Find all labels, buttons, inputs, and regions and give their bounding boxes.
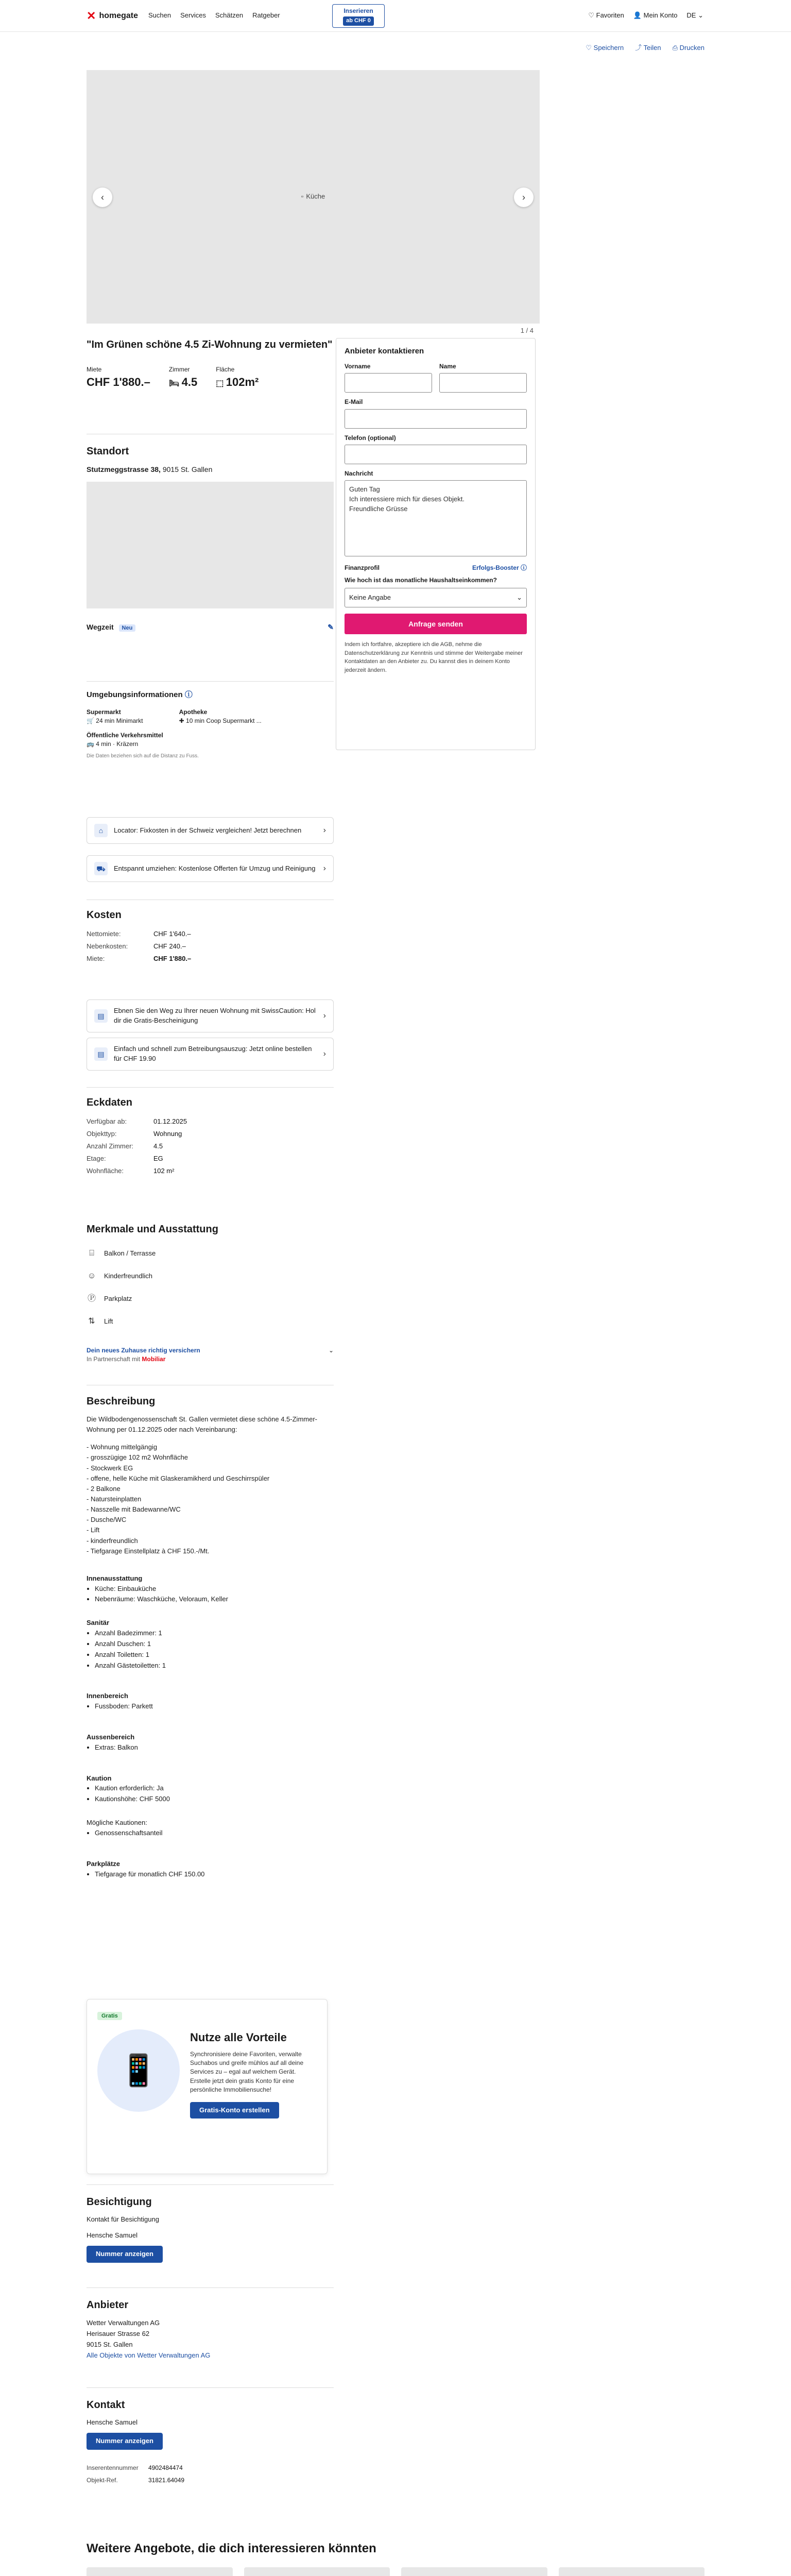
sanitary-item: • Anzahl Toiletten: 1: [95, 1650, 334, 1660]
sanitary-item: • Anzahl Badezimmer: 1: [95, 1628, 334, 1639]
save-button[interactable]: [586, 43, 624, 53]
debt-extract-card[interactable]: [87, 1038, 334, 1071]
save-label: Speichern: [593, 44, 624, 52]
promo-title: Nutze alle Vorteile: [190, 2030, 287, 2044]
viewing-contact-label: Kontakt für Besichtigung: [87, 2215, 159, 2223]
heart-icon: ♡: [588, 11, 596, 19]
insurance-link-label: Dein neues Zuhause richtig versichern: [87, 1347, 200, 1354]
locator-card[interactable]: [87, 817, 334, 844]
area-label: Fläche: [216, 366, 235, 373]
cost-row-total: [87, 953, 334, 965]
print-label: Drucken: [679, 44, 704, 52]
price-value: CHF 1'880.–: [87, 376, 150, 389]
share-label: Teilen: [643, 44, 661, 52]
bed-icon: 🛏: [168, 379, 182, 388]
chevron-right-icon: ›: [323, 1011, 326, 1021]
image-gallery[interactable]: [87, 70, 540, 335]
interior-item: • Nebenräume: Waschküche, Veloraum, Keller: [95, 1594, 334, 1605]
description-heading: Beschreibung: [87, 1396, 156, 1407]
advertiser-id-label: Inserentennummer: [87, 2464, 139, 2471]
key-data-label: Objekttyp:: [87, 1129, 117, 1138]
locator-icon: ⌂: [94, 824, 108, 837]
create-account-button[interactable]: Gratis-Konto erstellen: [190, 2102, 279, 2119]
share-icon: ⤴: [635, 44, 644, 52]
income-question: Wie hoch ist das monatliche Haushaltseinkommen?: [345, 576, 497, 584]
swisscaution-card-text: Ebnen Sie den Weg zu Ihrer neuen Wohnung mit SwissCaution: Hol dir die Gratis-Bescheinigung: [114, 1007, 316, 1024]
listing-actions-bar: [87, 41, 704, 59]
send-inquiry-button[interactable]: Anfrage senden: [345, 614, 527, 634]
partner-text: In Partnerschaft mit: [87, 1355, 141, 1363]
chevron-down-icon: ⌄: [328, 1347, 334, 1354]
cost-value: CHF 1'880.–: [153, 954, 192, 962]
print-button[interactable]: [673, 43, 704, 53]
key-data-value: 01.12.2025: [153, 1117, 187, 1125]
key-data-section: [87, 1095, 334, 1177]
phone-label: Telefon (optional): [345, 434, 396, 442]
logo-text: homegate: [99, 11, 139, 20]
possible-deposit-item: • Genossenschaftsanteil: [95, 1828, 334, 1839]
provider-all-listings-link[interactable]: Alle Objekte von Wetter Verwaltungen AG: [87, 2351, 211, 2360]
new-badge: Neu: [119, 624, 136, 632]
sanitary-item: • Anzahl Gästetoiletten: 1: [95, 1660, 334, 1671]
account-link[interactable]: [633, 11, 678, 21]
phone-input[interactable]: [345, 445, 527, 464]
cost-value: CHF 240.–: [153, 942, 186, 950]
contact-name: Hensche Samuel: [87, 2418, 137, 2426]
parking-item: • Tiefgarage für monatlich CHF 150.00: [95, 1869, 334, 1880]
success-booster-label: Erfolgs-Booster: [472, 564, 519, 572]
key-data-row: [87, 1153, 334, 1165]
surroundings-heading: Umgebungsinformationen: [87, 690, 183, 699]
description-intro: Die Wildbodengenossenschaft St. Gallen vermietet diese schöne 4.5-Zimmer-Wohnung per 01.12.2025 oder nach Vereinbarung:: [87, 1415, 317, 1434]
route-time-row[interactable]: [87, 622, 135, 633]
pharmacy-label: Apotheke: [179, 708, 208, 716]
info-icon: ⓘ: [184, 690, 193, 699]
offer-card-skeleton[interactable]: [244, 2567, 390, 2576]
nav-schaetzen[interactable]: Schätzen: [215, 11, 244, 19]
surroundings-section: [87, 689, 334, 760]
lastname-label: Name: [439, 362, 456, 370]
cost-label: Nebenkosten:: [87, 942, 128, 950]
features-section: [87, 1222, 334, 1364]
interior-heading: Innenausstattung: [87, 1574, 143, 1582]
show-number-button[interactable]: Nummer anzeigen: [87, 2246, 163, 2263]
location-section: [87, 444, 334, 633]
transit-value: 4 min · Kräzern: [96, 740, 139, 748]
offer-card-skeleton[interactable]: [559, 2567, 705, 2576]
homegate-logo[interactable]: [87, 10, 138, 22]
object-ref-label: Objekt-Ref.: [87, 2476, 118, 2484]
inserieren-button[interactable]: [332, 4, 385, 28]
possible-deposits-heading: Mögliche Kautionen:: [87, 1819, 147, 1827]
outdoor-heading: Aussenbereich: [87, 1733, 135, 1741]
feature-item: [87, 1287, 334, 1310]
listing-summary: [87, 338, 334, 391]
cost-row-net: [87, 928, 334, 940]
truck-icon: ⛟: [94, 862, 108, 875]
lift-icon: ⇅: [88, 1317, 95, 1326]
provider-street: Herisauer Strasse 62: [87, 2329, 150, 2337]
gallery-image-alt: Küche: [306, 192, 325, 200]
form-legal-text: Indem ich fortfahre, akzeptiere ich die AGB, nehme die Datenschutzerklärung zur Kenntnis und stimme der Weitergabe meiner Kontaktdaten an den Anbieter zu. Du kannst dies in deinem Konto jederzeit ändern.: [345, 641, 523, 673]
key-data-label: Verfügbar ab:: [87, 1117, 127, 1125]
main-nav: [148, 11, 280, 21]
feature-label: Lift: [104, 1317, 113, 1325]
provider-heading: Anbieter: [87, 2299, 129, 2311]
feature-label: Kinderfreundlich: [104, 1272, 152, 1280]
inserieren-pill: ab CHF 0: [343, 16, 374, 26]
features-heading: Merkmale und Ausstattung: [87, 1224, 218, 1235]
contact-section: [87, 2398, 334, 2487]
logo-x-icon: ✕: [87, 9, 96, 22]
viewing-section: [87, 2195, 334, 2263]
viewing-heading: Besichtigung: [87, 2196, 152, 2208]
balcony-icon: ⌸: [89, 1249, 94, 1258]
listing-title: "Im Grünen schöne 4.5 Zi-Wohnung zu vermieten": [87, 339, 333, 350]
key-data-heading: Eckdaten: [87, 1097, 132, 1108]
supermarket-value: 24 min Minimarkt: [96, 717, 143, 725]
cost-row-extra: [87, 940, 334, 953]
key-data-row: [87, 1128, 334, 1140]
provider-city: 9015 St. Gallen: [87, 2340, 133, 2348]
language-label: DE: [686, 11, 696, 19]
key-data-value: 4.5: [153, 1142, 163, 1150]
deposit-item: • Kautionshöhe: CHF 5000: [95, 1794, 334, 1805]
parking-heading: Parkplätze: [87, 1859, 121, 1868]
costs-heading: Kosten: [87, 909, 122, 921]
transit-label: Öffentliche Verkehrsmittel: [87, 731, 163, 739]
free-badge: Gratis: [97, 2012, 122, 2020]
key-data-row: [87, 1140, 334, 1153]
show-number-button[interactable]: Nummer anzeigen: [87, 2433, 163, 2450]
language-select[interactable]: DE ⌄: [686, 11, 703, 19]
outdoor-item: • Extras: Balkon: [95, 1742, 334, 1753]
cost-label: Miete:: [87, 954, 105, 962]
more-offers-section: [87, 2540, 704, 2576]
object-ref-value: 31821.64049: [148, 2476, 185, 2484]
feature-item: [87, 1242, 334, 1265]
offer-card-skeleton[interactable]: [401, 2567, 547, 2576]
message-label: Nachricht: [345, 469, 373, 477]
route-time-label: Wegzeit: [87, 623, 114, 632]
offer-card-skeleton[interactable]: [87, 2567, 233, 2576]
finance-profile-heading: Finanzprofil: [345, 564, 380, 572]
divider: [87, 2387, 334, 2388]
key-data-label: Wohnfläche:: [87, 1166, 124, 1175]
divider: [87, 2287, 334, 2288]
indoor-heading: Innenbereich: [87, 1692, 128, 1700]
cost-value: CHF 1'640.–: [153, 929, 191, 938]
walking-distance-note: Die Daten beziehen sich auf die Distanz zu Fuss.: [87, 753, 199, 759]
moving-card[interactable]: [87, 855, 334, 882]
key-data-row: [87, 1115, 334, 1128]
chevron-left-icon: ‹: [101, 192, 104, 202]
chevron-down-icon: ⌄: [517, 593, 522, 601]
firstname-label: Vorname: [345, 362, 371, 370]
chevron-right-icon: ›: [323, 1049, 326, 1059]
sanitary-item: • Anzahl Duschen: 1: [95, 1639, 334, 1650]
nav-suchen[interactable]: Suchen: [148, 11, 171, 19]
divider: [87, 2184, 334, 2185]
costs-section: [87, 908, 334, 965]
map-placeholder[interactable]: [87, 482, 334, 608]
lastname-input[interactable]: [439, 373, 527, 393]
key-data-label: Anzahl Zimmer:: [87, 1142, 134, 1150]
child-icon: ☺: [87, 1272, 96, 1281]
chevron-right-icon: ›: [323, 864, 326, 873]
document-icon: ▤: [94, 1009, 108, 1023]
income-select-value: Keine Angabe: [349, 593, 391, 601]
supermarket-label: Supermarkt: [87, 708, 121, 716]
feature-label: Balkon / Terrasse: [104, 1249, 156, 1257]
edit-pencil-icon[interactable]: ✎: [328, 623, 334, 632]
inserieren-label: Inserieren: [343, 7, 373, 14]
moving-card-text: Entspannt umziehen: Kostenlose Offerten für Umzug und Reinigung: [114, 864, 316, 872]
site-header: [0, 0, 791, 32]
description-section: [87, 1394, 334, 1879]
heart-icon: ♡: [586, 44, 594, 52]
gallery-next-button[interactable]: [514, 188, 534, 207]
cost-label: Nettomiete:: [87, 929, 121, 938]
print-icon: ⎙: [672, 44, 680, 52]
chevron-right-icon: ›: [522, 192, 525, 202]
interior-item: • Küche: Einbauküche: [95, 1584, 334, 1595]
key-data-row: [87, 1165, 334, 1177]
address-city: 9015 St. Gallen: [160, 465, 213, 473]
basket-icon: 🛒: [87, 717, 96, 725]
contact-heading: Kontakt: [87, 2399, 125, 2411]
chevron-right-icon: ›: [323, 826, 326, 835]
deposit-item: • Kaution erforderlich: Ja: [95, 1783, 334, 1794]
document-icon: ▤: [94, 1047, 108, 1061]
feature-item: [87, 1310, 334, 1333]
pharmacy-icon: ✚: [179, 717, 186, 725]
feature-label: Parkplatz: [104, 1294, 132, 1302]
indoor-item: • Fussboden: Parkett: [95, 1701, 334, 1712]
promo-text: Synchronisiere deine Favoriten, verwalte Suchabos und greife mühlos auf all deine Services zu – egal auf welchem Gerät. Erstelle jetzt dein gratis Konto für eine persönliche Immobiliensuche!: [190, 2050, 304, 2094]
viewing-contact-name: Hensche Samuel: [87, 2231, 137, 2239]
provider-section: [87, 2298, 334, 2361]
divider: [87, 1087, 334, 1088]
phone-illustration-icon: 📱: [97, 2029, 180, 2112]
key-data-value: 102 m²: [153, 1166, 175, 1175]
area-value: 102m²: [226, 376, 259, 389]
firstname-input[interactable]: [345, 373, 432, 393]
address-street: Stutzmeggstrasse 38,: [87, 465, 161, 473]
user-icon: 👤: [633, 11, 644, 19]
gallery-image-placeholder: [301, 192, 325, 202]
income-select[interactable]: [345, 588, 527, 607]
deposit-heading: Kaution: [87, 1774, 112, 1782]
key-data-value: Wohnung: [153, 1129, 182, 1138]
info-icon: ⓘ: [520, 564, 527, 572]
broken-image-icon: ▫: [301, 192, 304, 200]
key-data-value: EG: [153, 1154, 163, 1162]
location-heading: Standort: [87, 446, 129, 457]
success-booster-link[interactable]: [472, 564, 527, 572]
divider: [87, 681, 334, 682]
gallery-prev-button[interactable]: [93, 188, 112, 207]
more-offers-heading: Weitere Angebote, die dich interessieren könnten: [87, 2541, 376, 2555]
contact-form: [336, 338, 536, 750]
insurance-link[interactable]: [87, 1346, 334, 1364]
object-ref-row: [87, 2475, 334, 2487]
pharmacy-value: 10 min Coop Supermarkt ...: [186, 717, 262, 725]
advertiser-id-value: 4902484474: [148, 2464, 183, 2471]
description-list: - Wohnung mittelgängig - grosszügige 102 m2 Wohnfläche - Stockwerk EG - offene, helle Küche mit Glaskeramikherd und Geschirrspüler - 2 Balkone - Natursteinplatten - Nasszelle mit Badewanne/WC - Dusche/WC - Lift - kinderfreundlich - Tiefgarage Einstellplatz à CHF 150.-/Mt.: [87, 1443, 270, 1555]
share-button[interactable]: [635, 43, 661, 53]
contact-form-heading: Anbieter kontaktieren: [345, 347, 424, 355]
nav-ratgeber[interactable]: Ratgeber: [252, 11, 280, 19]
feature-item: [87, 1265, 334, 1287]
favoriten-label: Favoriten: [596, 11, 624, 19]
account-promo-card: [87, 1999, 328, 2174]
locator-card-text: Locator: Fixkosten in der Schweiz vergleichen! Jetzt berechnen: [114, 826, 302, 834]
email-input[interactable]: [345, 409, 527, 429]
message-textarea[interactable]: Guten Tag Ich interessiere mich für dieses Objekt. Freundliche Grüsse: [345, 480, 527, 556]
rooms-value: 4.5: [181, 376, 198, 389]
favoriten-link[interactable]: [588, 11, 624, 21]
header-right: [588, 11, 703, 21]
account-label: Mein Konto: [643, 11, 678, 19]
provider-name: Wetter Verwaltungen AG: [87, 2319, 160, 2327]
mobiliar-logo: Mobiliar: [142, 1355, 166, 1363]
nav-services[interactable]: Services: [180, 11, 206, 19]
sanitary-heading: Sanitär: [87, 1619, 110, 1627]
email-label: E-Mail: [345, 398, 363, 406]
rooms-label: Zimmer: [168, 366, 190, 373]
area-icon: ⬚: [216, 379, 226, 388]
swisscaution-card[interactable]: [87, 999, 334, 1032]
bus-icon: 🚌: [87, 740, 96, 748]
gallery-counter: 1 / 4: [520, 327, 534, 335]
parking-icon: Ⓟ: [87, 1294, 96, 1303]
key-data-label: Etage:: [87, 1154, 106, 1162]
advertiser-id-row: [87, 2462, 334, 2475]
debt-extract-card-text: Einfach und schnell zum Betreibungsauszug: Jetzt online bestellen für CHF 19.90: [114, 1045, 312, 1062]
price-label: Miete: [87, 366, 102, 373]
